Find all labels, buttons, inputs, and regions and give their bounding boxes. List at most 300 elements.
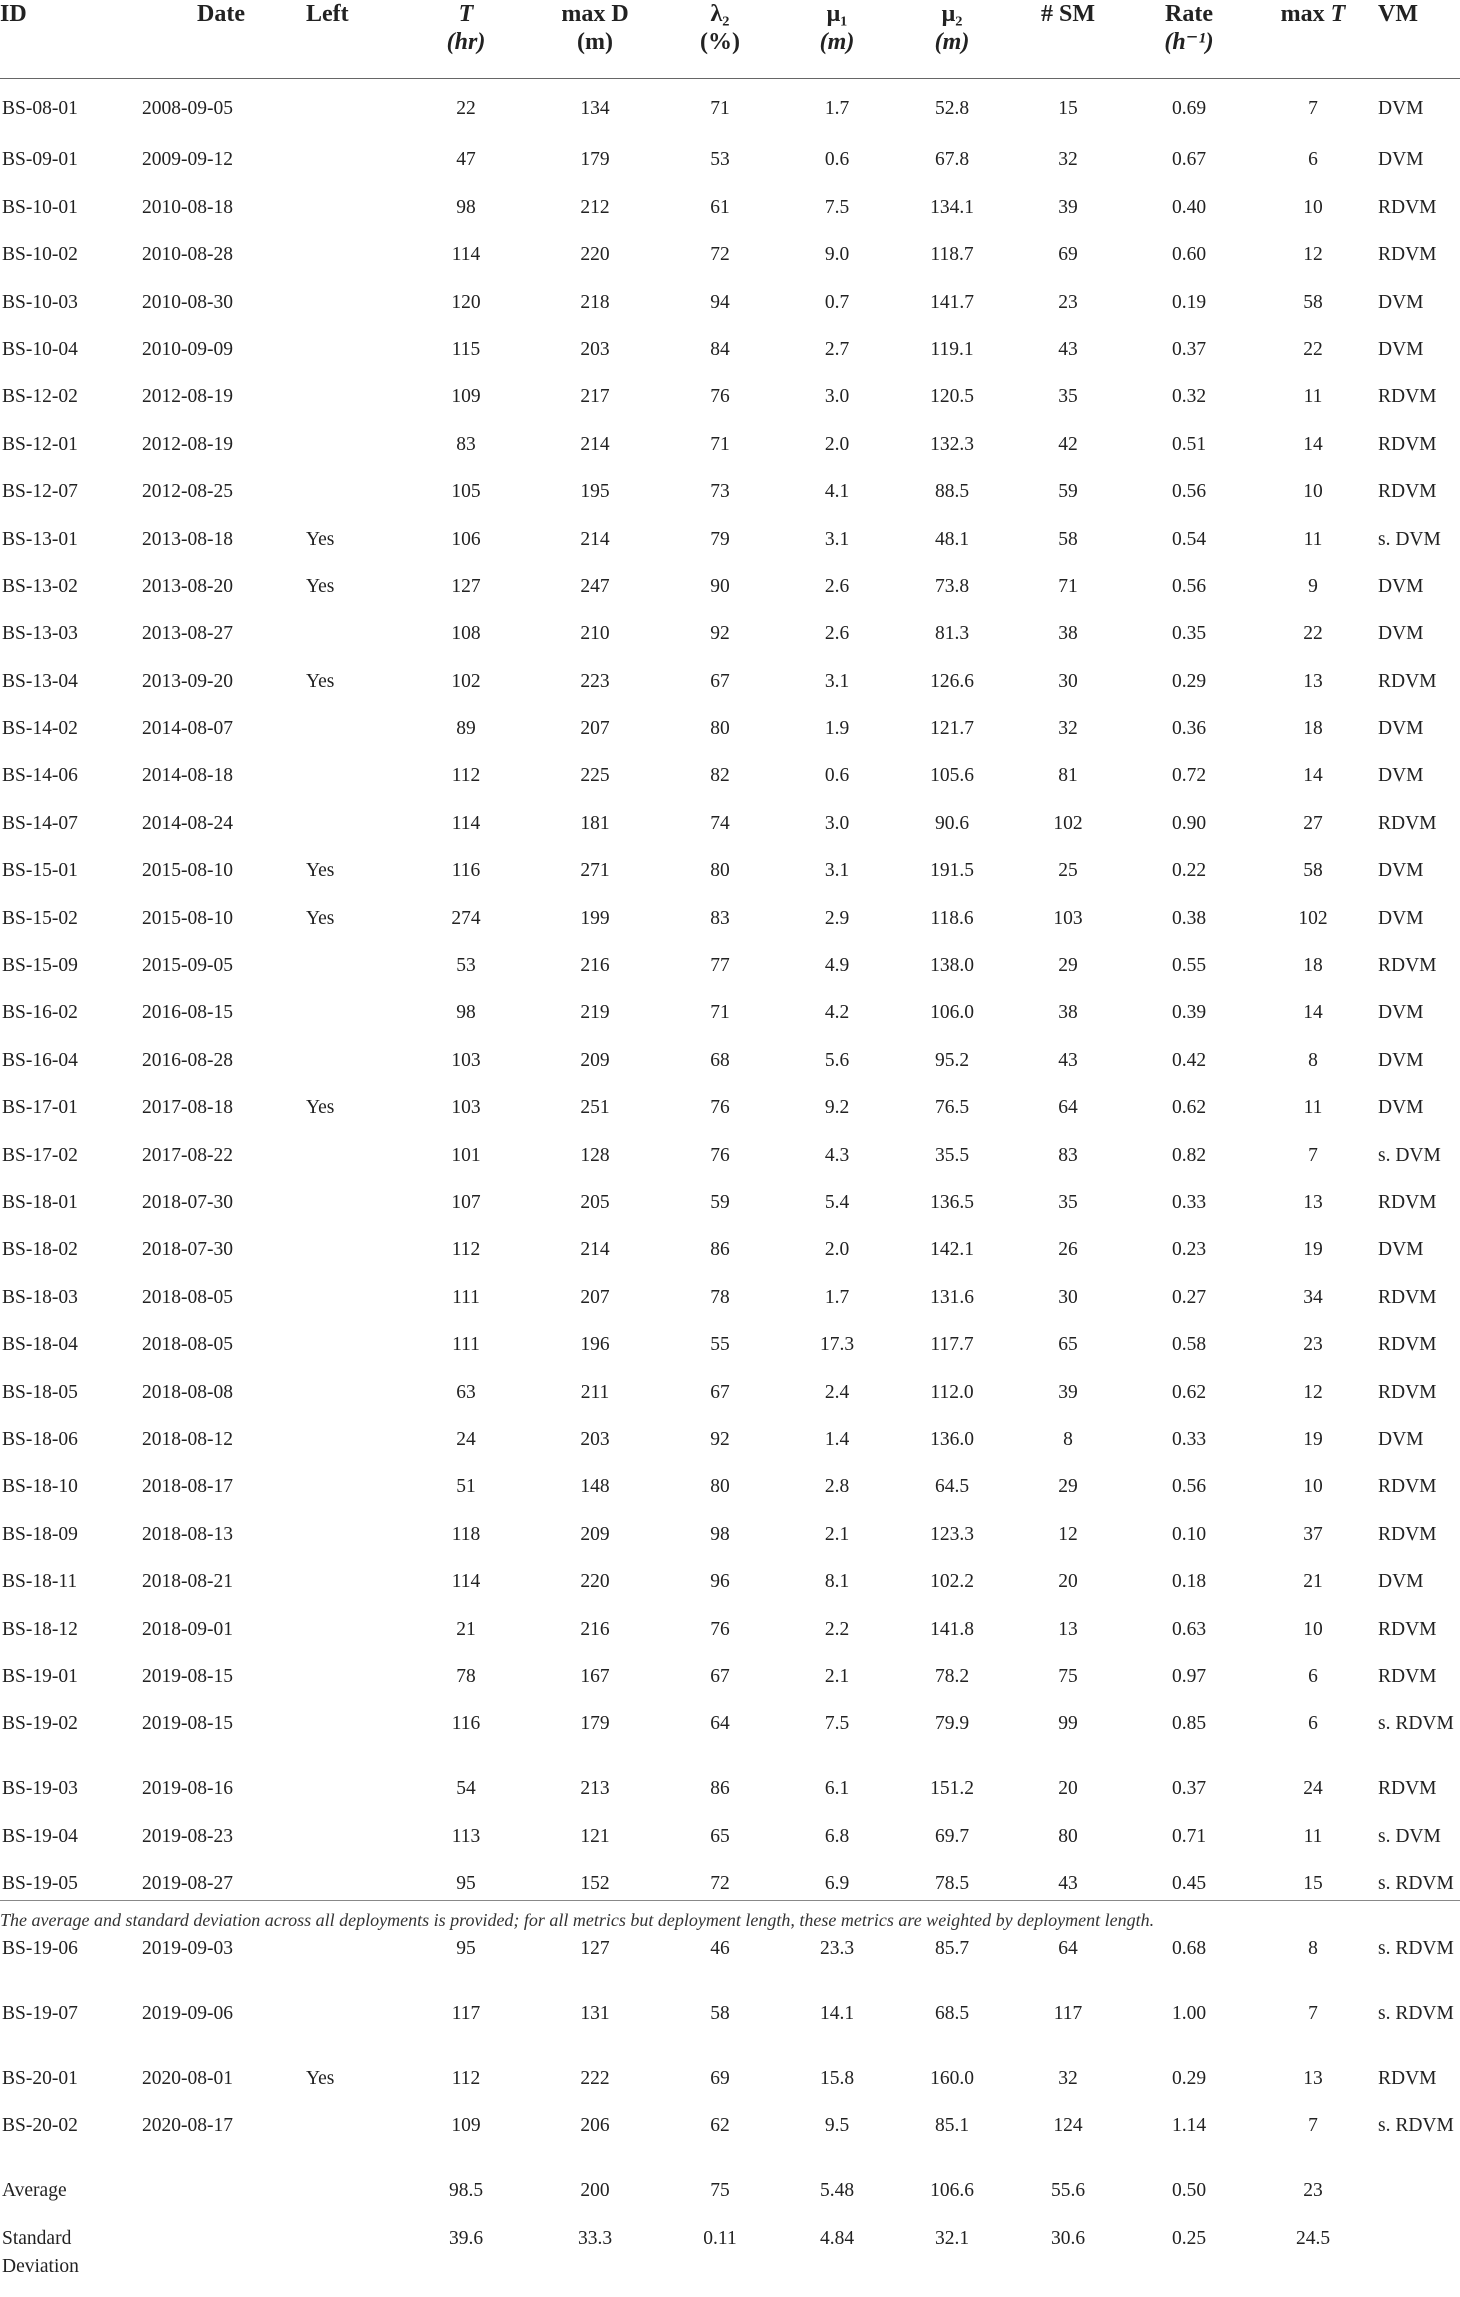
cell-lambda2: 86 — [710, 1239, 730, 1261]
cell-lambda2: 64 — [710, 1713, 730, 1735]
cell-rate: 0.55 — [1171, 955, 1207, 977]
cell-mu2: 141.7 — [930, 291, 974, 313]
cell-max-t: 11 — [1303, 1825, 1323, 1847]
cell-mu2: 81.3 — [934, 623, 970, 645]
cell-sm: 102 — [1053, 812, 1083, 834]
cell-mu2: 90.6 — [934, 812, 970, 834]
cell-lambda2: 74 — [710, 812, 730, 834]
cell-mu1: 4.3 — [824, 1144, 850, 1166]
cell-vm: DVM — [1378, 765, 1424, 787]
cell-t: 47 — [456, 149, 476, 171]
cell-max-t: 37 — [1303, 1523, 1323, 1545]
cell-mu1: 14.1 — [819, 2003, 855, 2025]
cell-mu1: 2.9 — [824, 907, 850, 929]
cell-max-d: 210 — [580, 623, 610, 645]
cell-max-t: 24 — [1303, 1778, 1323, 1800]
cell-mu2: 117.7 — [930, 1334, 974, 1356]
cell-lambda2: 67 — [710, 1381, 730, 1403]
cell-left — [306, 1226, 406, 1273]
cell-lambda2: 75 — [710, 2180, 730, 2202]
cell-lambda2: 67 — [710, 670, 730, 692]
cell-t: 101 — [451, 1144, 481, 1166]
cell-max-t: 13 — [1303, 2068, 1323, 2090]
header-max-d: max D (m) — [526, 0, 664, 79]
cell-vm: RDVM — [1378, 386, 1437, 408]
cell-t: 114 — [451, 244, 481, 266]
cell-vm: RDVM — [1378, 670, 1437, 692]
cell-lambda2: 80 — [710, 860, 730, 882]
cell-t: 22 — [456, 98, 476, 119]
cell-max-t: 10 — [1303, 481, 1323, 503]
cell-t: 103 — [451, 1097, 481, 1119]
cell-id: BS-18-06 — [2, 1428, 78, 1450]
table-row — [0, 1463, 1460, 1510]
cell-id: BS-20-01 — [2, 2068, 78, 2090]
cell-mu2: 121.7 — [930, 718, 974, 740]
cell-lambda2: 82 — [710, 765, 730, 787]
cell-mu1: 15.8 — [819, 2068, 855, 2090]
cell-max-d: 214 — [580, 528, 610, 550]
cell-mu2: 138.0 — [930, 955, 974, 977]
cell-t: 109 — [451, 2115, 481, 2137]
cell-vm — [1378, 2215, 1460, 2297]
cell-left — [306, 610, 406, 657]
cell-max-d: 152 — [580, 1873, 610, 1895]
cell-id: BS-17-01 — [2, 1097, 78, 1119]
table-row — [0, 79, 1460, 137]
cell-vm: s. DVM — [1378, 1825, 1441, 1847]
cell-lambda2: 77 — [710, 955, 730, 977]
cell-mu2: 102.2 — [930, 1571, 974, 1593]
cell-id: BS-18-04 — [2, 1334, 78, 1356]
cell-max-t: 6 — [1308, 1713, 1318, 1735]
cell-left: Yes — [306, 670, 335, 692]
cell-mu2: 32.1 — [934, 2227, 970, 2249]
cell-rate: 0.25 — [1171, 2227, 1207, 2249]
cell-left: Yes — [306, 907, 335, 929]
table-footnote: The average and standard deviation across all deployments is provided; for all metrics but deployment length, these metrics are weighted by deployment length. — [0, 1910, 1155, 1930]
cell-vm: RDVM — [1378, 2068, 1437, 2090]
cell-date: 2015-08-10 — [142, 907, 233, 929]
cell-max-d: 218 — [580, 291, 610, 313]
table-row — [0, 1416, 1460, 1463]
cell-t: 108 — [451, 623, 481, 645]
cell-rate: 0.36 — [1171, 718, 1207, 740]
cell-vm — [1378, 2167, 1460, 2214]
cell-sm: 35 — [1058, 386, 1078, 408]
cell-mu1: 2.1 — [824, 1665, 850, 1687]
cell-sm: 103 — [1053, 907, 1083, 929]
cell-left — [306, 468, 406, 515]
cell-sm: 64 — [1058, 1097, 1078, 1119]
cell-date: 2017-08-22 — [142, 1144, 233, 1166]
cell-mu2: 132.3 — [930, 433, 974, 455]
cell-sm: 124 — [1053, 2115, 1083, 2137]
cell-max-t: 24.5 — [1295, 2227, 1331, 2249]
cell-t: 95 — [456, 1938, 476, 1960]
cell-mu1: 9.2 — [824, 1097, 850, 1119]
cell-max-d: 216 — [580, 1618, 610, 1640]
cell-t: 78 — [456, 1665, 476, 1687]
cell-left — [306, 2167, 406, 2214]
table-row — [0, 658, 1460, 705]
cell-rate: 0.60 — [1171, 244, 1207, 266]
cell-id: BS-10-04 — [2, 338, 78, 360]
cell-max-t: 34 — [1303, 1286, 1323, 1308]
cell-mu1: 4.9 — [824, 955, 850, 977]
cell-date: 2019-09-06 — [142, 2003, 233, 2025]
cell-id: BS-17-02 — [2, 1144, 78, 1166]
cell-date: 2013-08-20 — [142, 575, 233, 597]
cell-max-t: 10 — [1303, 196, 1323, 218]
cell-max-d: 195 — [580, 481, 610, 503]
cell-lambda2: 67 — [710, 1665, 730, 1687]
cell-vm: s. RDVM — [1378, 2003, 1454, 2025]
table-row — [0, 326, 1460, 373]
cell-lambda2: 62 — [710, 2115, 730, 2137]
cell-max-d: 148 — [580, 1476, 610, 1498]
cell-sm: 58 — [1058, 528, 1078, 550]
cell-date: 2013-08-18 — [142, 528, 233, 550]
cell-mu1: 8.1 — [824, 1571, 850, 1593]
cell-date: 2019-08-23 — [142, 1825, 233, 1847]
cell-sm: 42 — [1058, 433, 1078, 455]
cell-max-d: 220 — [580, 244, 610, 266]
cell-mu2: 142.1 — [930, 1239, 974, 1261]
cell-sm: 25 — [1058, 860, 1078, 882]
cell-mu1: 5.48 — [819, 2180, 855, 2202]
cell-t: 116 — [451, 860, 481, 882]
cell-t: 63 — [456, 1381, 476, 1403]
cell-left — [306, 2215, 406, 2297]
cell-lambda2: 68 — [710, 1049, 730, 1071]
cell-rate: 0.33 — [1171, 1191, 1207, 1213]
cell-mu1: 1.9 — [824, 718, 850, 740]
cell-mu1: 9.0 — [824, 244, 850, 266]
cell-mu1: 4.2 — [824, 1002, 850, 1024]
cell-lambda2: 92 — [710, 1428, 730, 1450]
cell-max-d: 214 — [580, 433, 610, 455]
cell-left — [306, 231, 406, 278]
cell-max-t: 13 — [1303, 670, 1323, 692]
cell-date: 2020-08-01 — [142, 2068, 233, 2090]
cell-lambda2: 72 — [710, 1873, 730, 1895]
cell-max-d: 200 — [580, 2180, 610, 2202]
cell-left — [306, 1274, 406, 1321]
cell-date: 2014-08-18 — [142, 765, 233, 787]
cell-rate: 0.51 — [1171, 433, 1207, 455]
cell-lambda2: 53 — [710, 149, 730, 171]
cell-t: 53 — [456, 955, 476, 977]
cell-mu2: 78.2 — [934, 1665, 970, 1687]
cell-date: 2019-08-15 — [142, 1665, 233, 1687]
cell-left: Yes — [306, 2068, 335, 2090]
cell-max-t: 8 — [1308, 1938, 1318, 1960]
cell-lambda2: 58 — [710, 2003, 730, 2025]
cell-vm: s. RDVM — [1378, 1873, 1454, 1895]
cell-sm: 29 — [1058, 1476, 1078, 1498]
cell-rate: 0.56 — [1171, 575, 1207, 597]
cell-max-d: 167 — [580, 1665, 610, 1687]
cell-left — [306, 1463, 406, 1510]
cell-mu1: 1.7 — [824, 1286, 850, 1308]
cell-sm: 64 — [1058, 1938, 1078, 1960]
cell-vm: s. DVM — [1378, 528, 1441, 550]
table-row — [0, 1084, 1460, 1131]
cell-mu1: 4.1 — [824, 481, 850, 503]
cell-mu2: 68.5 — [934, 2003, 970, 2025]
cell-id: BS-16-04 — [2, 1049, 78, 1071]
cell-lambda2: 94 — [710, 291, 730, 313]
cell-id: BS-18-01 — [2, 1191, 78, 1213]
cell-rate: 0.56 — [1171, 1476, 1207, 1498]
table-row — [0, 1813, 1460, 1860]
table-row — [0, 184, 1460, 231]
cell-id: BS-18-10 — [2, 1476, 78, 1498]
header-mu2: μ₂ (m) — [898, 0, 1006, 79]
cell-rate: 0.19 — [1171, 291, 1207, 313]
cell-t: 39.6 — [448, 2227, 484, 2249]
cell-id: BS-14-02 — [2, 718, 78, 740]
cell-mu2: 85.7 — [934, 1938, 970, 1960]
cell-date: 2016-08-28 — [142, 1049, 233, 1071]
cell-left — [306, 752, 406, 799]
cell-id: BS-15-09 — [2, 955, 78, 977]
table-row — [0, 1765, 1460, 1812]
table-row — [0, 1653, 1460, 1700]
cell-sm: 30.6 — [1050, 2227, 1086, 2249]
cell-left — [306, 1369, 406, 1416]
cell-id: BS-19-07 — [2, 2003, 78, 2025]
cell-max-d: 271 — [580, 860, 610, 882]
cell-rate: 0.35 — [1171, 623, 1207, 645]
cell-mu2: 52.8 — [934, 98, 970, 119]
table-row — [0, 1132, 1460, 1179]
cell-max-t: 12 — [1303, 244, 1323, 266]
cell-lambda2: 90 — [710, 575, 730, 597]
cell-max-d: 206 — [580, 2115, 610, 2137]
cell-date: 2010-08-30 — [142, 291, 233, 313]
cell-mu1: 3.1 — [824, 528, 850, 550]
cell-left — [306, 373, 406, 420]
cell-date: 2019-09-03 — [142, 1938, 233, 1960]
cell-max-d: 179 — [580, 149, 610, 171]
cell-mu2: 85.1 — [934, 2115, 970, 2137]
cell-rate: 0.10 — [1171, 1523, 1207, 1545]
cell-max-t: 9 — [1308, 575, 1318, 597]
cell-id: BS-14-06 — [2, 765, 78, 787]
cell-lambda2: 86 — [710, 1778, 730, 1800]
cell-max-t: 23 — [1303, 1334, 1323, 1356]
cell-max-t: 7 — [1308, 2003, 1318, 2025]
cell-mu1: 2.6 — [824, 575, 850, 597]
cell-mu1: 3.0 — [824, 386, 850, 408]
cell-sm: 75 — [1058, 1665, 1078, 1687]
cell-t: 98 — [456, 196, 476, 218]
cell-date: 2018-08-05 — [142, 1286, 233, 1308]
cell-rate: 0.33 — [1171, 1428, 1207, 1450]
cell-mu2: 69.7 — [934, 1825, 970, 1847]
cell-vm: s. RDVM — [1378, 1713, 1454, 1735]
cell-left — [306, 1700, 406, 1765]
cell-mu2: 79.9 — [934, 1713, 970, 1735]
cell-vm: DVM — [1378, 1571, 1424, 1593]
cell-sm: 32 — [1058, 2068, 1078, 2090]
cell-mu1: 0.6 — [824, 149, 850, 171]
table-row — [0, 231, 1460, 278]
table-row — [0, 752, 1460, 799]
cell-sm: 39 — [1058, 196, 1078, 218]
cell-vm: RDVM — [1378, 1665, 1437, 1687]
cell-t: 274 — [451, 907, 481, 929]
cell-date: 2012-08-25 — [142, 481, 233, 503]
table-row — [0, 895, 1460, 942]
cell-left — [306, 326, 406, 373]
bottom-rule — [0, 1900, 1460, 1901]
cell-sm: 55.6 — [1050, 2180, 1086, 2202]
cell-mu1: 2.8 — [824, 1476, 850, 1498]
cell-rate: 0.56 — [1171, 481, 1207, 503]
cell-sm: 35 — [1058, 1191, 1078, 1213]
cell-rate: 0.85 — [1171, 1713, 1207, 1735]
cell-max-t: 27 — [1303, 812, 1323, 834]
header-id: ID — [0, 0, 136, 79]
cell-lambda2: 76 — [710, 1097, 730, 1119]
cell-lambda2: 0.11 — [703, 2227, 737, 2249]
cell-t: 127 — [451, 575, 481, 597]
cell-left — [306, 1990, 406, 2055]
cell-max-d: 223 — [580, 670, 610, 692]
cell-max-t: 14 — [1303, 433, 1323, 455]
cell-mu1: 7.5 — [824, 196, 850, 218]
cell-sm: 43 — [1058, 1049, 1078, 1071]
cell-max-d: 216 — [580, 955, 610, 977]
table-row — [0, 1037, 1460, 1084]
table-row — [0, 1226, 1460, 1273]
cell-t: 89 — [456, 718, 476, 740]
cell-mu1: 2.0 — [824, 433, 850, 455]
cell-left — [306, 800, 406, 847]
table-row — [0, 1700, 1460, 1765]
cell-lambda2: 69 — [710, 2068, 730, 2090]
cell-max-d: 211 — [580, 1381, 610, 1403]
cell-sm: 43 — [1058, 1873, 1078, 1895]
cell-max-d: 121 — [580, 1825, 610, 1847]
cell-sm: 69 — [1058, 244, 1078, 266]
cell-id: BS-18-03 — [2, 1286, 78, 1308]
header-left: Left — [306, 0, 406, 79]
cell-rate: 1.14 — [1171, 2115, 1207, 2137]
cell-id: BS-12-07 — [2, 481, 78, 503]
cell-mu2: 67.8 — [934, 149, 970, 171]
table-row — [0, 373, 1460, 420]
cell-lambda2: 76 — [710, 1144, 730, 1166]
cell-mu1: 2.6 — [824, 623, 850, 645]
cell-max-t: 7 — [1308, 2115, 1318, 2137]
cell-lambda2: 78 — [710, 1286, 730, 1308]
cell-date: 2008-09-05 — [142, 98, 233, 119]
cell-rate: 0.54 — [1171, 528, 1207, 550]
cell-vm: DVM — [1378, 338, 1424, 360]
cell-rate: 0.27 — [1171, 1286, 1207, 1308]
cell-id: BS-13-04 — [2, 670, 78, 692]
cell-sm: 20 — [1058, 1778, 1078, 1800]
cell-rate: 0.39 — [1171, 1002, 1207, 1024]
cell-max-t: 19 — [1303, 1239, 1323, 1261]
cell-left — [306, 1132, 406, 1179]
cell-t: 98 — [456, 1002, 476, 1024]
cell-sm: 13 — [1058, 1618, 1078, 1640]
cell-mu2: 105.6 — [930, 765, 974, 787]
cell-vm: s. DVM — [1378, 1144, 1441, 1166]
table-row — [0, 279, 1460, 326]
table-row — [0, 468, 1460, 515]
cell-vm: RDVM — [1378, 1618, 1437, 1640]
cell-rate: 0.62 — [1171, 1381, 1207, 1403]
cell-t: 83 — [456, 433, 476, 455]
table-row — [0, 942, 1460, 989]
table-row — [0, 136, 1460, 183]
cell-max-t: 18 — [1303, 718, 1323, 740]
cell-mu2: 118.7 — [930, 244, 974, 266]
cell-vm: RDVM — [1378, 196, 1437, 218]
table-row — [0, 989, 1460, 1036]
cell-lambda2: 71 — [710, 98, 730, 119]
cell-lambda2: 98 — [710, 1523, 730, 1545]
cell-id: BS-20-02 — [2, 2115, 78, 2137]
cell-id: BS-19-05 — [2, 1873, 78, 1895]
cell-max-d: 179 — [580, 1713, 610, 1735]
cell-id: BS-15-02 — [2, 907, 78, 929]
cell-left: Yes — [306, 575, 335, 597]
header-sm: # SM — [1006, 0, 1130, 79]
cell-rate: 0.68 — [1171, 1938, 1207, 1960]
cell-vm: RDVM — [1378, 812, 1437, 834]
cell-rate: 0.69 — [1171, 98, 1207, 119]
cell-date: 2010-08-28 — [142, 244, 233, 266]
cell-t: 112 — [451, 2068, 481, 2090]
cell-lambda2: 83 — [710, 907, 730, 929]
cell-sm: 43 — [1058, 338, 1078, 360]
cell-vm: RDVM — [1378, 244, 1437, 266]
cell-sm: 20 — [1058, 1571, 1078, 1593]
cell-left — [306, 421, 406, 468]
cell-sm: 39 — [1058, 1381, 1078, 1403]
table-row — [0, 705, 1460, 752]
cell-id: BS-16-02 — [2, 1002, 78, 1024]
cell-max-t: 11 — [1303, 386, 1323, 408]
cell-max-t: 102 — [1298, 907, 1328, 929]
table-body — [0, 79, 1460, 2297]
table-row — [0, 800, 1460, 847]
cell-date — [136, 2215, 306, 2297]
cell-vm: RDVM — [1378, 481, 1437, 503]
cell-t: 112 — [451, 1239, 481, 1261]
cell-date: 2016-08-15 — [142, 1002, 233, 1024]
cell-mu1: 6.1 — [824, 1778, 850, 1800]
cell-left — [306, 1765, 406, 1812]
cell-mu2: 112.0 — [930, 1381, 974, 1403]
cell-mu2: 78.5 — [934, 1873, 970, 1895]
cell-max-t: 21 — [1303, 1571, 1323, 1593]
cell-t: 120 — [451, 291, 481, 313]
header-date: Date — [136, 0, 306, 79]
cell-vm: RDVM — [1378, 1334, 1437, 1356]
cell-max-t: 6 — [1308, 1665, 1318, 1687]
cell-rate: 0.67 — [1171, 149, 1207, 171]
cell-left — [306, 705, 406, 752]
cell-max-d: 181 — [580, 812, 610, 834]
